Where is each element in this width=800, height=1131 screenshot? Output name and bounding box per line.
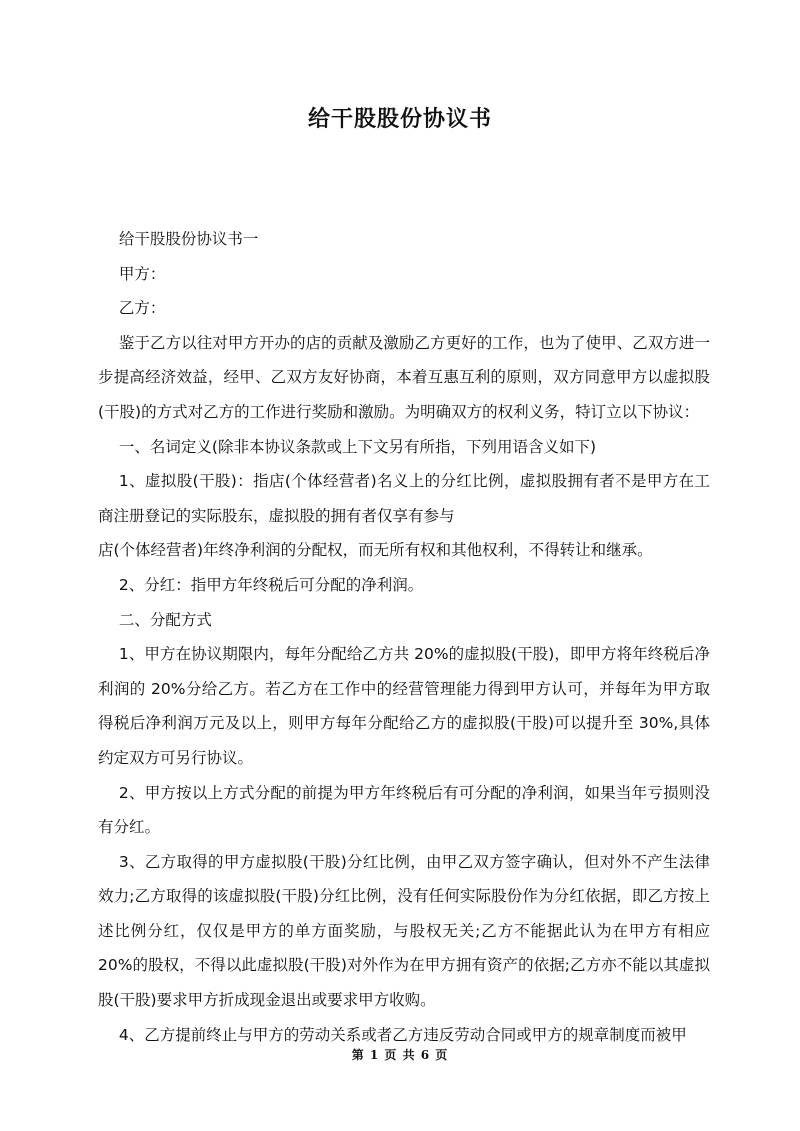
paragraph-definition-virtual-share: 1、虚拟股(干股)：指店(个体经营者)名义上的分红比例，虚拟股拥有者不是甲方在工商注册登记的实际股东，虚拟股的拥有者仅享有参与 [98, 472, 710, 525]
paragraph-distribution-1: 1、甲方在协议期限内，每年分配给乙方共 20%的虚拟股(干股)，即甲方将年终税后净利润的 20%分给乙方。若乙方在工作中的经营管理能力得到甲方认可，并每年为甲方取得税后净利润万元及以上，则甲方每年分配给乙方的虚拟股(干股)可以提升至 30%,具体约定双方可另行协议。 [98, 645, 710, 767]
document-body [98, 222, 710, 1052]
page-number-footer: 第 1 页 共 6 页 [351, 1048, 449, 1062]
paragraph-distribution-3: 3、乙方取得的甲方虚拟股(干股)分红比例，由甲乙双方签字确认，但对外不产生法律效力;乙方取得的该虚拟股(干股)分红比例，没有任何实际股份作为分红依据，即乙方按上述比例分红，仅仅是甲方的单方面奖励，与股权无关;乙方不能据此认为在甲方有相应 20%的股权，不得以此虚拟股(干股)对外作为在甲方拥有资产的依据;乙方亦不能以其虚拟股(干股)要求甲方折成现金退出或要求甲方收购。 [98, 852, 710, 1010]
paragraph-distribution-2: 2、甲方按以上方式分配的前提为甲方年终税后有可分配的净利润，如果当年亏损则没有分红。 [98, 783, 710, 837]
paragraph-definition-continued: 店(个体经营者)年终净利润的分配权，而无所有权和其他权利，不得转让和继承。 [98, 541, 653, 560]
paragraph-distribution-4: 4、乙方提前终止与甲方的劳动关系或者乙方违反劳动合同或甲方的规章制度而被甲 [118, 1025, 687, 1044]
paragraph-preamble: 鉴于乙方以往对甲方开办的店的贡献及激励乙方更好的工作，也为了使甲、乙双方进一步提高经济效益，经甲、乙双方友好协商，本着互惠互利的原则，双方同意甲方以虚拟股(干股)的方式对乙方的工作进行奖励和激励。为明确双方的权利义务，特订立以下协议： [98, 333, 710, 421]
paragraph-subtitle: 给干股股份协议书一 [118, 230, 259, 248]
paragraph-party-a: 甲方： [118, 264, 166, 283]
paragraph-party-b: 乙方： [118, 299, 166, 318]
paragraph-definition-dividend: 2、分红：指甲方年终税后可分配的净利润。 [118, 575, 424, 594]
document-title: 给干股股份协议书 [307, 107, 492, 132]
section-heading-definitions: 一、名词定义(除非本协议条款或上下文另有所指，下列用语含义如下) [118, 437, 597, 456]
section-heading-distribution: 二、分配方式 [118, 610, 212, 629]
